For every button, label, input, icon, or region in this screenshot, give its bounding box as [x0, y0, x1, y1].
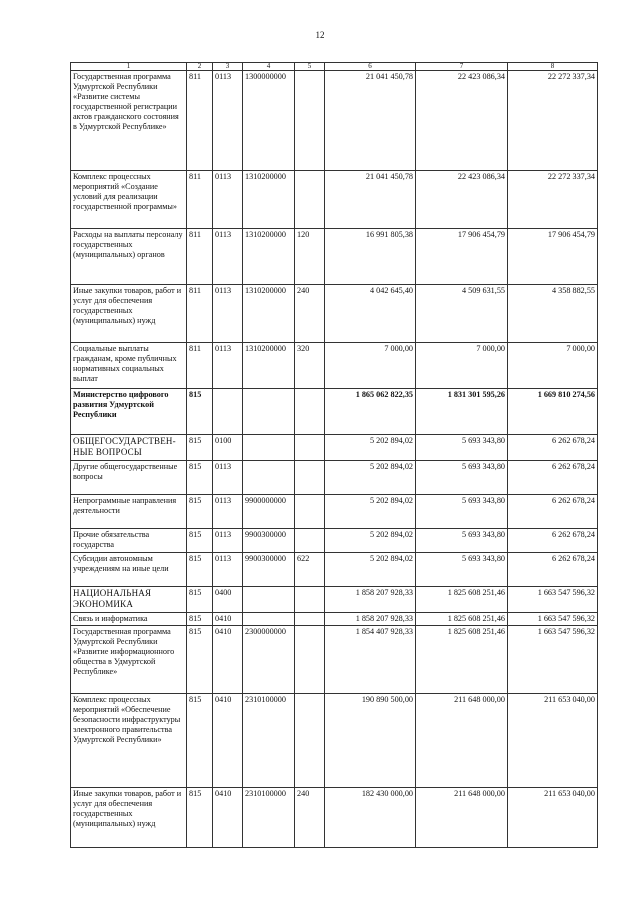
table-row	[71, 529, 598, 553]
row-admin-code: 815	[187, 694, 213, 788]
row-amount-col8: 6 262 678,24	[508, 553, 598, 587]
row-admin-code: 811	[187, 71, 213, 171]
row-target-article: 2310100000	[243, 788, 295, 848]
row-amount-col8: 22 272 337,34	[508, 171, 598, 229]
row-admin-code: 811	[187, 285, 213, 343]
row-section-code: 0113	[213, 71, 243, 171]
row-target-article: 1310200000	[243, 229, 295, 285]
column-number-row	[71, 63, 598, 71]
row-expense-type	[295, 171, 325, 229]
row-name: ОБЩЕГОСУДАРСТВЕН-НЫЕ ВОПРОСЫ	[71, 435, 187, 461]
row-admin-code: 811	[187, 229, 213, 285]
table-row	[71, 389, 598, 435]
row-section-code: 0100	[213, 435, 243, 461]
row-section-code: 0410	[213, 626, 243, 694]
row-amount-col6: 1 858 207 928,33	[325, 587, 416, 613]
row-amount-col8: 22 272 337,34	[508, 71, 598, 171]
row-expense-type	[295, 529, 325, 553]
row-section-code: 0410	[213, 788, 243, 848]
row-name: Государственная программа Удмуртской Республики «Развитие информационного общества в Удмуртской Республике»	[71, 626, 187, 694]
row-admin-code: 815	[187, 461, 213, 495]
row-admin-code: 815	[187, 553, 213, 587]
column-header: 2	[187, 63, 213, 71]
row-admin-code: 811	[187, 171, 213, 229]
row-amount-col6: 190 890 500,00	[325, 694, 416, 788]
row-expense-type	[295, 626, 325, 694]
row-section-code	[213, 389, 243, 435]
row-amount-col7: 5 693 343,80	[416, 529, 508, 553]
row-name: Комплекс процессных мероприятий «Создание условий для реализации государственной программы»	[71, 171, 187, 229]
row-amount-col6: 1 854 407 928,33	[325, 626, 416, 694]
row-target-article: 1310200000	[243, 343, 295, 389]
row-amount-col7: 1 825 608 251,46	[416, 626, 508, 694]
row-target-article	[243, 587, 295, 613]
column-header: 1	[71, 63, 187, 71]
table-row	[71, 71, 598, 171]
row-amount-col7: 1 825 608 251,46	[416, 587, 508, 613]
row-target-article: 9900300000	[243, 529, 295, 553]
row-amount-col6: 21 041 450,78	[325, 71, 416, 171]
row-amount-col7: 5 693 343,80	[416, 553, 508, 587]
row-expense-type	[295, 694, 325, 788]
row-target-article: 1300000000	[243, 71, 295, 171]
row-amount-col7: 211 648 000,00	[416, 694, 508, 788]
row-amount-col6: 16 991 805,38	[325, 229, 416, 285]
column-header: 8	[508, 63, 598, 71]
row-admin-code: 815	[187, 613, 213, 626]
row-expense-type: 622	[295, 553, 325, 587]
row-name: Комплекс процессных мероприятий «Обеспечение безопасности инфраструктуры электронного правительства Удмуртской Республики»	[71, 694, 187, 788]
table-row	[71, 171, 598, 229]
row-expense-type	[295, 495, 325, 529]
row-section-code: 0113	[213, 229, 243, 285]
row-admin-code: 815	[187, 529, 213, 553]
page-number: 12	[315, 30, 325, 40]
row-name: Прочие обязательства государства	[71, 529, 187, 553]
table-body	[71, 71, 598, 848]
row-target-article: 9900300000	[243, 553, 295, 587]
column-header: 3	[213, 63, 243, 71]
row-name: НАЦИОНАЛЬНАЯ ЭКОНОМИКА	[71, 587, 187, 613]
row-admin-code: 815	[187, 435, 213, 461]
row-amount-col8: 6 262 678,24	[508, 495, 598, 529]
row-amount-col6: 5 202 894,02	[325, 495, 416, 529]
column-header: 5	[295, 63, 325, 71]
row-name: Непрограммные направления деятельности	[71, 495, 187, 529]
row-name: Иные закупки товаров, работ и услуг для обеспечения государственных (муниципальных) нужд	[71, 788, 187, 848]
row-amount-col7: 1 831 301 595,26	[416, 389, 508, 435]
row-amount-col8: 17 906 454,79	[508, 229, 598, 285]
row-target-article: 2300000000	[243, 626, 295, 694]
row-section-code: 0113	[213, 529, 243, 553]
budget-table	[70, 62, 598, 848]
table-row	[71, 285, 598, 343]
row-section-code: 0400	[213, 587, 243, 613]
table-row	[71, 495, 598, 529]
row-expense-type: 240	[295, 285, 325, 343]
row-amount-col6: 4 042 645,40	[325, 285, 416, 343]
row-expense-type: 120	[295, 229, 325, 285]
row-admin-code: 815	[187, 587, 213, 613]
table-row	[71, 788, 598, 848]
row-amount-col6: 1 865 062 822,35	[325, 389, 416, 435]
row-name: Другие общегосударственные вопросы	[71, 461, 187, 495]
row-section-code: 0113	[213, 553, 243, 587]
column-header: 6	[325, 63, 416, 71]
row-target-article	[243, 389, 295, 435]
row-admin-code: 815	[187, 389, 213, 435]
row-target-article: 2310100000	[243, 694, 295, 788]
row-amount-col7: 5 693 343,80	[416, 461, 508, 495]
row-target-article	[243, 435, 295, 461]
row-amount-col7: 17 906 454,79	[416, 229, 508, 285]
row-amount-col8: 1 663 547 596,32	[508, 613, 598, 626]
row-amount-col6: 5 202 894,02	[325, 529, 416, 553]
row-target-article: 1310200000	[243, 171, 295, 229]
row-amount-col6: 182 430 000,00	[325, 788, 416, 848]
row-name: Иные закупки товаров, работ и услуг для обеспечения государственных (муниципальных) нужд	[71, 285, 187, 343]
table-row	[71, 229, 598, 285]
row-amount-col7: 211 648 000,00	[416, 788, 508, 848]
table-row	[71, 587, 598, 613]
row-admin-code: 815	[187, 495, 213, 529]
row-target-article: 9900000000	[243, 495, 295, 529]
row-expense-type	[295, 389, 325, 435]
row-admin-code: 815	[187, 788, 213, 848]
row-admin-code: 815	[187, 626, 213, 694]
column-header: 4	[243, 63, 295, 71]
row-amount-col8: 1 663 547 596,32	[508, 626, 598, 694]
row-section-code: 0410	[213, 694, 243, 788]
row-section-code: 0410	[213, 613, 243, 626]
row-amount-col7: 5 693 343,80	[416, 435, 508, 461]
row-expense-type: 240	[295, 788, 325, 848]
row-amount-col6: 7 000,00	[325, 343, 416, 389]
row-amount-col7: 7 000,00	[416, 343, 508, 389]
row-expense-type	[295, 435, 325, 461]
row-amount-col6: 5 202 894,02	[325, 461, 416, 495]
row-amount-col8: 6 262 678,24	[508, 529, 598, 553]
row-amount-col8: 1 663 547 596,32	[508, 587, 598, 613]
table-row	[71, 613, 598, 626]
row-target-article	[243, 613, 295, 626]
row-section-code: 0113	[213, 171, 243, 229]
row-expense-type	[295, 613, 325, 626]
row-amount-col8: 4 358 882,55	[508, 285, 598, 343]
row-name: Расходы на выплаты персоналу государственных (муниципальных) органов	[71, 229, 187, 285]
row-amount-col8: 6 262 678,24	[508, 435, 598, 461]
row-section-code: 0113	[213, 343, 243, 389]
row-amount-col7: 4 509 631,55	[416, 285, 508, 343]
row-amount-col8: 211 653 040,00	[508, 694, 598, 788]
row-expense-type	[295, 587, 325, 613]
row-name: Государственная программа Удмуртской Республики «Развитие системы государственной регистрации актов гражданского состояния в Удмуртской Республике»	[71, 71, 187, 171]
row-section-code: 0113	[213, 495, 243, 529]
row-expense-type	[295, 461, 325, 495]
row-target-article	[243, 461, 295, 495]
row-amount-col8: 1 669 810 274,56	[508, 389, 598, 435]
row-amount-col7: 5 693 343,80	[416, 495, 508, 529]
row-amount-col8: 7 000,00	[508, 343, 598, 389]
table-row	[71, 553, 598, 587]
row-expense-type: 320	[295, 343, 325, 389]
row-amount-col7: 1 825 608 251,46	[416, 613, 508, 626]
row-section-code: 0113	[213, 285, 243, 343]
row-amount-col6: 21 041 450,78	[325, 171, 416, 229]
table-row	[71, 343, 598, 389]
row-name: Субсидии автономным учреждениям на иные цели	[71, 553, 187, 587]
column-header: 7	[416, 63, 508, 71]
row-amount-col8: 6 262 678,24	[508, 461, 598, 495]
row-amount-col7: 22 423 086,34	[416, 171, 508, 229]
table-row	[71, 626, 598, 694]
row-amount-col8: 211 653 040,00	[508, 788, 598, 848]
table-row	[71, 461, 598, 495]
row-target-article: 1310200000	[243, 285, 295, 343]
table-row	[71, 435, 598, 461]
table-row	[71, 694, 598, 788]
row-amount-col6: 1 858 207 928,33	[325, 613, 416, 626]
row-name: Связь и информатика	[71, 613, 187, 626]
row-amount-col7: 22 423 086,34	[416, 71, 508, 171]
row-admin-code: 811	[187, 343, 213, 389]
row-name: Министерство цифрового развития Удмуртской Республики	[71, 389, 187, 435]
row-section-code: 0113	[213, 461, 243, 495]
row-name: Социальные выплаты гражданам, кроме публичных нормативных социальных выплат	[71, 343, 187, 389]
row-amount-col6: 5 202 894,02	[325, 553, 416, 587]
row-amount-col6: 5 202 894,02	[325, 435, 416, 461]
row-expense-type	[295, 71, 325, 171]
